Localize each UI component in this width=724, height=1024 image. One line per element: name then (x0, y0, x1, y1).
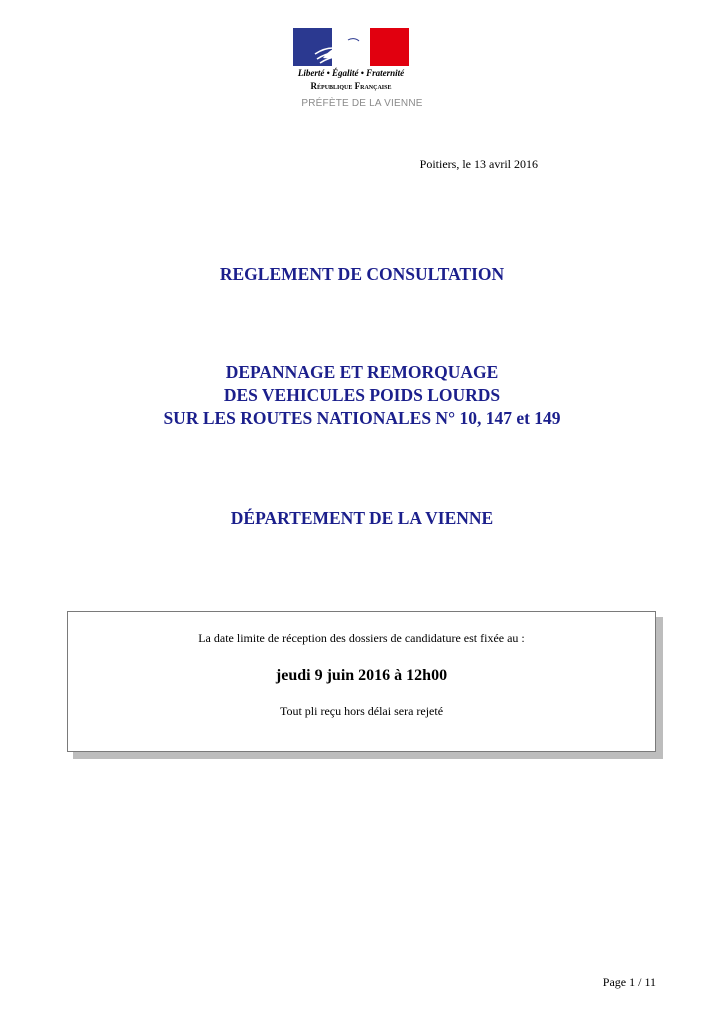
subject-line: DEPANNAGE ET REMORQUAGE (225, 362, 499, 382)
republique-francaise-logo (291, 28, 411, 98)
late-submission-note: Tout pli reçu hors délai sera rejeté (279, 704, 444, 718)
subject-line: SUR LES ROUTES NATIONALES N° 10, 147 et 149 (163, 408, 561, 428)
deadline-notice-box (67, 611, 656, 752)
prefecture-label: PRÉFÈTE DE LA VIENNE (301, 98, 423, 109)
marianne-flag-emblem (293, 28, 409, 66)
document-title: REGLEMENT DE CONSULTATION (219, 264, 505, 284)
deadline-date: jeudi 9 juin 2016 à 12h00 (275, 667, 448, 684)
marianne-profile-icon (293, 28, 409, 66)
deadline-intro: La date limite de réception des dossiers de candidature est fixée au : (198, 631, 525, 645)
republic-motto: Liberté • Égalité • Fraternité (297, 68, 405, 78)
page-number: Page 1 / 11 (602, 975, 656, 989)
document-subject (0, 361, 724, 430)
republique-francaise-label: République Française (310, 81, 392, 91)
subject-line: DES VEHICULES POIDS LOURDS (223, 385, 501, 405)
document-date: Poitiers, le 13 avril 2016 (419, 157, 538, 171)
department-heading: DÉPARTEMENT DE LA VIENNE (230, 508, 494, 528)
